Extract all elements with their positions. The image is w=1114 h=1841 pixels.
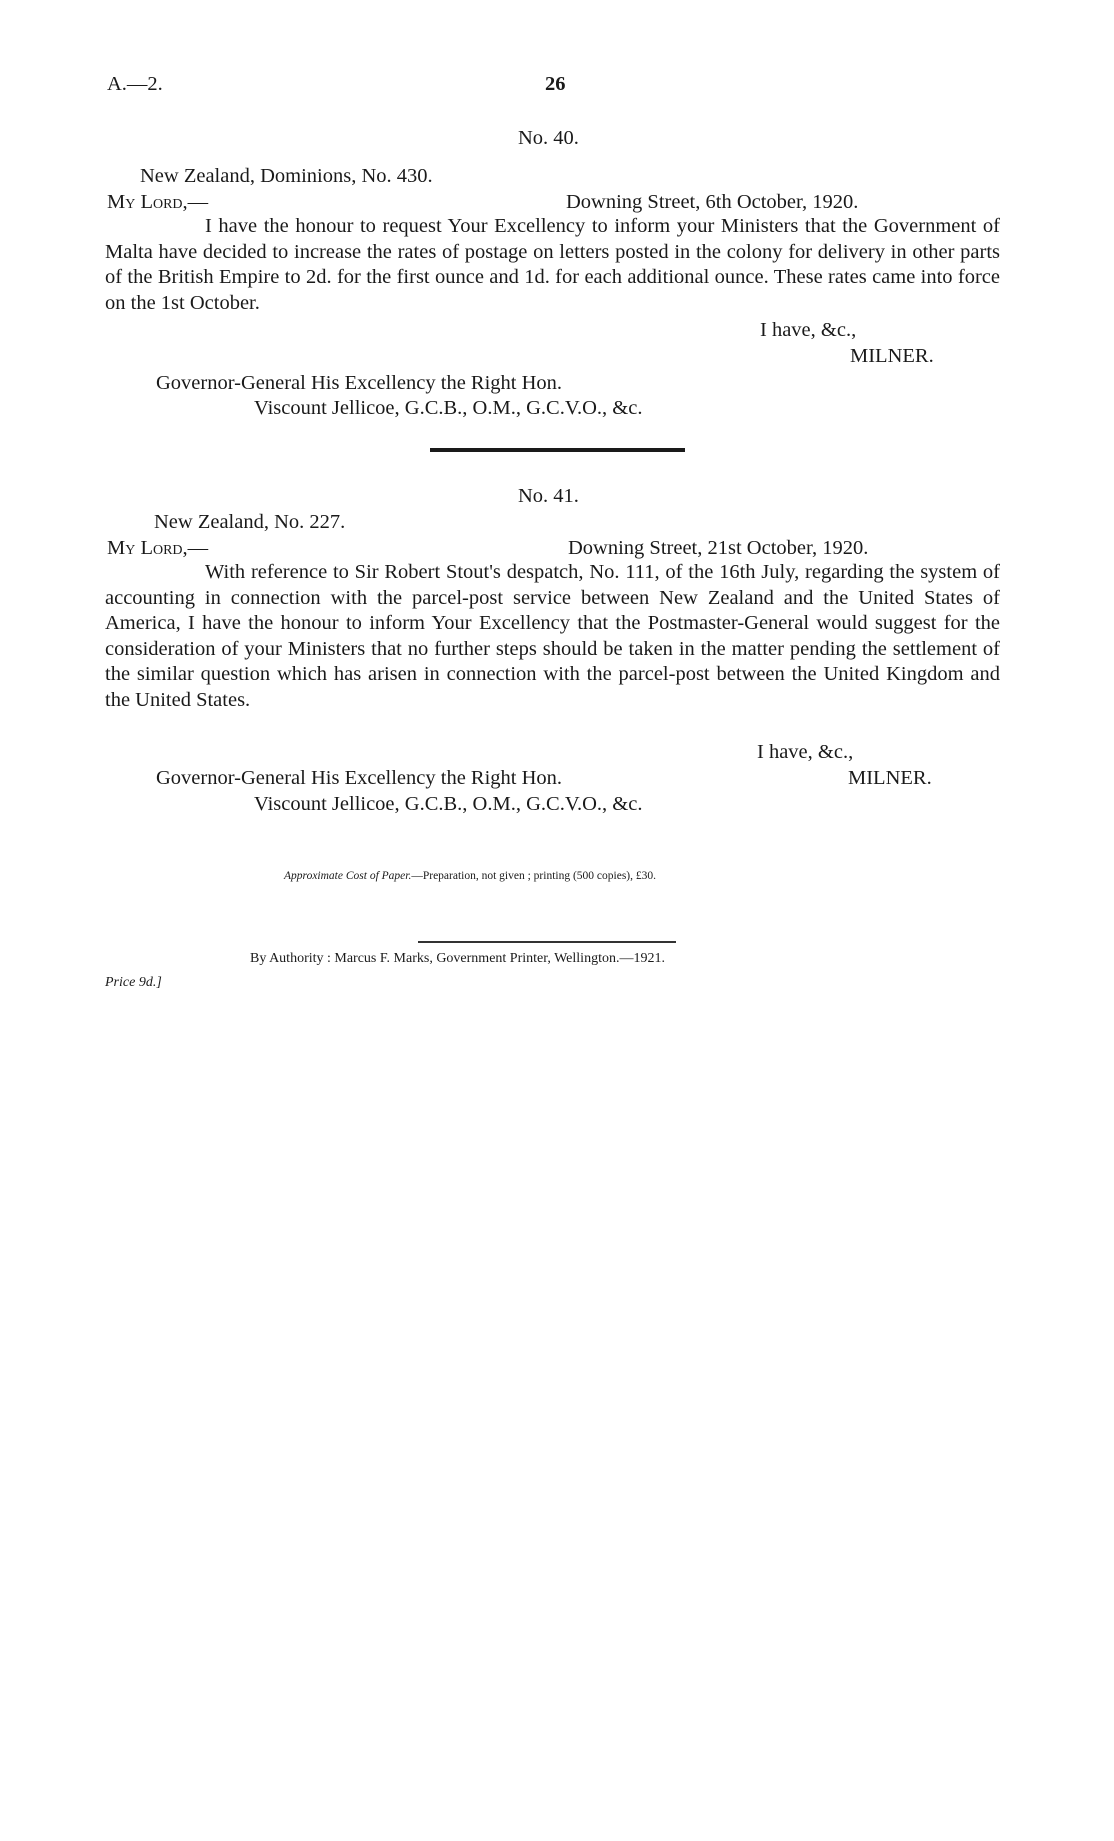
letter-number: No. 41. (518, 485, 579, 507)
signature: MILNER. (850, 345, 934, 367)
price: Price 9d.] (105, 975, 162, 990)
salutation: My Lord,— (107, 537, 209, 559)
letter-body: With reference to Sir Robert Stout's despatch, No. 111, of the 16th July, regarding the system of accounting in connection with the parcel-post service between New Zealand and the United States of America, I have the honour to inform Your Excellency that the Postmaster-General would suggest for the consideration of your Ministers that no further steps should be taken in the matter pending the settlement of the similar question which has arisen in connection with the parcel-post between the United Kingdom and the United States. (105, 561, 1000, 711)
printer-authority: By Authority : Marcus F. Marks, Government Printer, Wellington.—1921. (250, 951, 665, 966)
dateline: Downing Street, 6th October, 1920. (566, 191, 859, 213)
salutation: My Lord,— (107, 191, 209, 213)
addressee-line: Governor-General His Excellency the Right Hon. (156, 372, 563, 394)
letter-body: I have the honour to request Your Excellency to inform your Ministers that the Government of Malta have decided to increase the rates of postage on letters posted in the colony for delivery in other parts of the British Empire to 2d. for the first ounce and 1d. for each additional ounce. These rates came into force on the 1st October. (105, 215, 1000, 314)
footer-rule (418, 941, 676, 943)
letter-reference: New Zealand, No. 227. (154, 511, 346, 533)
document-reference: A.—2. (107, 73, 163, 95)
closing: I have, &c., (760, 319, 857, 341)
addressee-line: Governor-General His Excellency the Right Hon. (156, 767, 563, 789)
signature: MILNER. (848, 767, 932, 789)
section-divider (430, 448, 685, 452)
dateline: Downing Street, 21st October, 1920. (568, 537, 869, 559)
cost-note: Approximate Cost of Paper.—Preparation, not given ; printing (500 copies), £30. (284, 870, 656, 882)
letter-number: No. 40. (518, 127, 579, 149)
letter-reference: New Zealand, Dominions, No. 430. (140, 165, 433, 187)
closing: I have, &c., (757, 741, 854, 763)
addressee-line: Viscount Jellicoe, G.C.B., O.M., G.C.V.O., &c. (254, 793, 643, 815)
page-number: 26 (545, 73, 566, 95)
addressee-line: Viscount Jellicoe, G.C.B., O.M., G.C.V.O., &c. (254, 397, 643, 419)
